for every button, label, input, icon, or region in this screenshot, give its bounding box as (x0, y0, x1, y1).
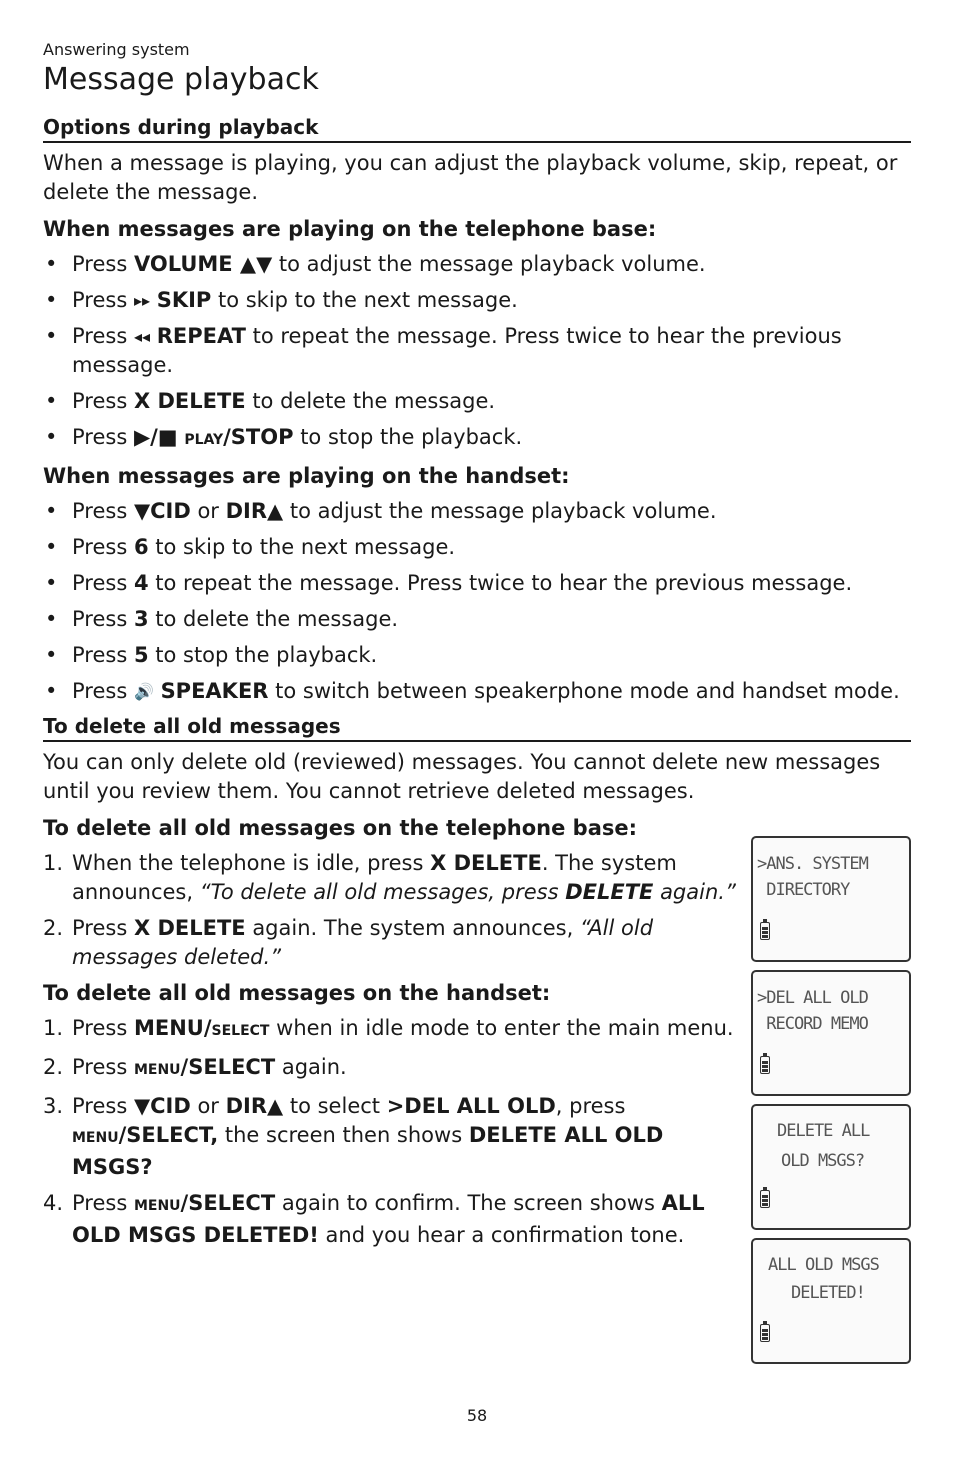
delete-all-intro: You can only delete old (reviewed) messages. You cannot delete new messages until you review them. You cannot retrieve deleted messages. (43, 750, 881, 803)
list-item: • Press ▼CID or DIR▲ to adjust the message playback volume. (43, 497, 911, 526)
battery-icon (760, 1190, 770, 1208)
skip-key: SKIP (156, 288, 212, 312)
handset-playback-lead: When messages are playing on the handset: (43, 464, 570, 488)
list-item: 2. Press X DELETE again. The system announces, “All old messages deleted.” (43, 916, 654, 969)
volume-key: VOLUME ▲▼ (133, 252, 273, 276)
delete-handset-steps (43, 1014, 743, 1250)
dir-key: DIR▲ (225, 499, 284, 523)
list-item: 2. Press MENU/SELECT again. (43, 1055, 347, 1079)
list-item: • Press ◂◂ REPEAT to repeat the message. Press twice to hear the previous message. (43, 322, 911, 380)
play-stop-key: /STOP (223, 425, 294, 449)
lcd-screens (751, 836, 911, 1372)
delete-base-lead: To delete all old messages on the telephone base: (43, 816, 638, 840)
list-item: • Press 3 to delete the message. (43, 605, 911, 634)
lcd-screen-ans-system: >ANS. SYSTEM DIRECTORY (751, 836, 911, 962)
delete-key: X DELETE (133, 389, 246, 413)
list-item: • Press ▶/■ PLAY/STOP to stop the playback. (43, 423, 911, 455)
list-item: • Press 🔊 SPEAKER to switch between speakerphone mode and handset mode. (43, 677, 911, 706)
skip-icon: ▸▸ (133, 291, 151, 310)
page-number: 58 (466, 1406, 488, 1425)
list-item: 3. Press ▼CID or DIR▲ to select >DEL ALL OLD, press MENU/SELECT, the screen then shows DELETE ALL OLD MSGS? (43, 1094, 664, 1179)
repeat-key: REPEAT (156, 324, 246, 348)
repeat-icon: ◂◂ (133, 327, 151, 346)
lcd-screen-del-all-old: >DEL ALL OLD RECORD MEMO (751, 970, 911, 1096)
battery-icon (760, 1324, 770, 1342)
base-playback-list (43, 250, 911, 455)
speaker-key: SPEAKER (160, 679, 269, 703)
list-item: • Press 5 to stop the playback. (43, 641, 911, 670)
delete-base-steps (43, 849, 743, 972)
delete-all-heading: To delete all old messages (43, 713, 911, 742)
play-stop-icon: ▶/■ (133, 425, 178, 449)
battery-icon (760, 922, 770, 940)
list-item: 1. When the telephone is idle, press X DELETE. The system announces, “To delete all old messages, press DELETE again.” (43, 851, 736, 904)
lcd-screen-deleted: ALL OLD MSGS DELETED! (751, 1238, 911, 1364)
speaker-icon: 🔊 (133, 682, 154, 701)
list-item: 4. Press MENU/SELECT again to confirm. The screen shows ALL OLD MSGS DELETED! and you hear a confirmation tone. (43, 1191, 705, 1247)
battery-icon (760, 1056, 770, 1074)
list-item: • Press X DELETE to delete the message. (43, 387, 911, 416)
list-item: • Press 6 to skip to the next message. (43, 533, 911, 562)
handset-playback-list (43, 497, 911, 706)
section-label: Answering system (43, 40, 190, 59)
list-item: • Press VOLUME ▲▼ to adjust the message playback volume. (43, 250, 911, 279)
list-item: 1. Press MENU/SELECT when in idle mode to enter the main menu. (43, 1016, 734, 1040)
page-title: Message playback (43, 62, 319, 97)
list-item: • Press 4 to repeat the message. Press twice to hear the previous message. (43, 569, 911, 598)
base-playback-lead: When messages are playing on the telephone base: (43, 217, 657, 241)
list-item: • Press ▸▸ SKIP to skip to the next message. (43, 286, 911, 315)
options-heading: Options during playback (43, 114, 911, 143)
delete-handset-lead: To delete all old messages on the handset: (43, 981, 551, 1005)
options-intro: When a message is playing, you can adjust the playback volume, skip, repeat, or delete the message. (43, 151, 898, 204)
cid-key: ▼CID (133, 499, 191, 523)
lcd-screen-delete-confirm: DELETE ALL OLD MSGS? (751, 1104, 911, 1230)
